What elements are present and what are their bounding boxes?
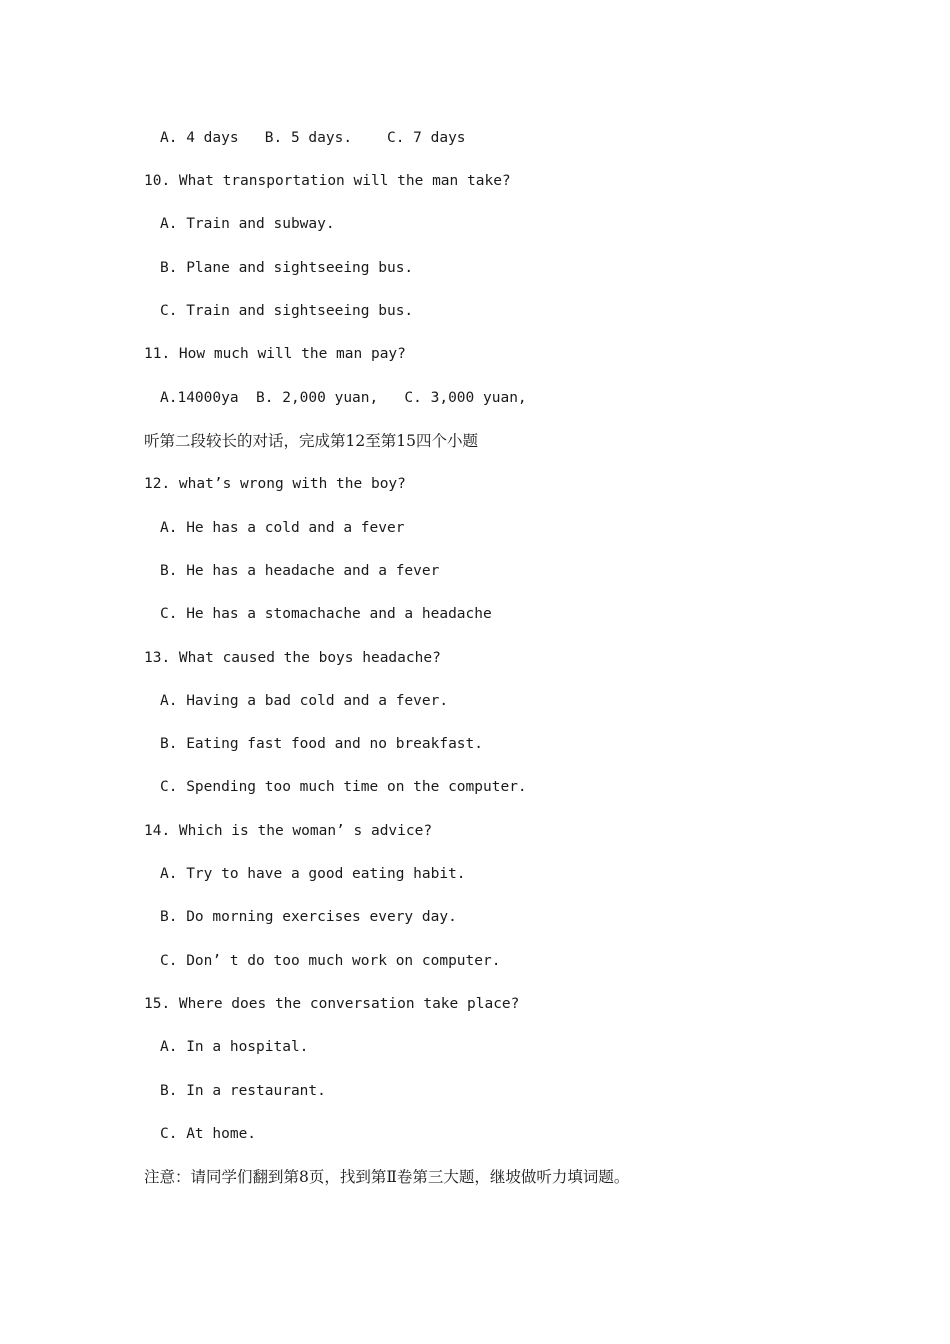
q10-option-a: A. Train and subway. <box>160 216 335 232</box>
q9-options: A. 4 days B. 5 days. C. 7 days <box>160 130 466 146</box>
q11-options: A.14000ya B. 2,000 yuan, C. 3,000 yuan, <box>160 390 527 406</box>
q13-option-c: C. Spending too much time on the computer. <box>160 779 527 795</box>
q14-option-b: B. Do morning exercises every day. <box>160 909 457 925</box>
question-15: 15. Where does the conversation take place? <box>144 996 520 1012</box>
question-12: 12. what’s wrong with the boy? <box>144 476 406 492</box>
question-14: 14. Which is the woman’ s advice? <box>144 823 433 839</box>
q14-option-c: C. Don’ t do too much work on computer. <box>160 953 501 969</box>
q15-option-b: B. In a restaurant. <box>160 1083 326 1099</box>
q12-option-a: A. He has a cold and a fever <box>160 520 405 536</box>
q15-option-a: A. In a hospital. <box>160 1039 309 1055</box>
section-instruction: 听第二段较长的对话，完成第12至第15四个小题 <box>144 432 478 450</box>
q13-option-b: B. Eating fast food and no breakfast. <box>160 736 484 752</box>
q14-option-a: A. Try to have a good eating habit. <box>160 866 466 882</box>
q12-option-b: B. He has a headache and a fever <box>160 563 440 579</box>
question-10: 10. What transportation will the man take? <box>144 173 511 189</box>
q10-option-b: B. Plane and sightseeing bus. <box>160 260 414 276</box>
q10-option-c: C. Train and sightseeing bus. <box>160 303 414 319</box>
question-11: 11. How much will the man pay? <box>144 346 406 362</box>
question-13: 13. What caused the boys headache? <box>144 650 441 666</box>
q12-option-c: C. He has a stomachache and a headache <box>160 606 492 622</box>
q15-option-c: C. At home. <box>160 1126 257 1142</box>
closing-note: 注意：请同学们翻到第8页，找到第Ⅱ卷第三大题，继坡做听力填词题。 <box>144 1168 630 1186</box>
q13-option-a: A. Having a bad cold and a fever. <box>160 693 449 709</box>
